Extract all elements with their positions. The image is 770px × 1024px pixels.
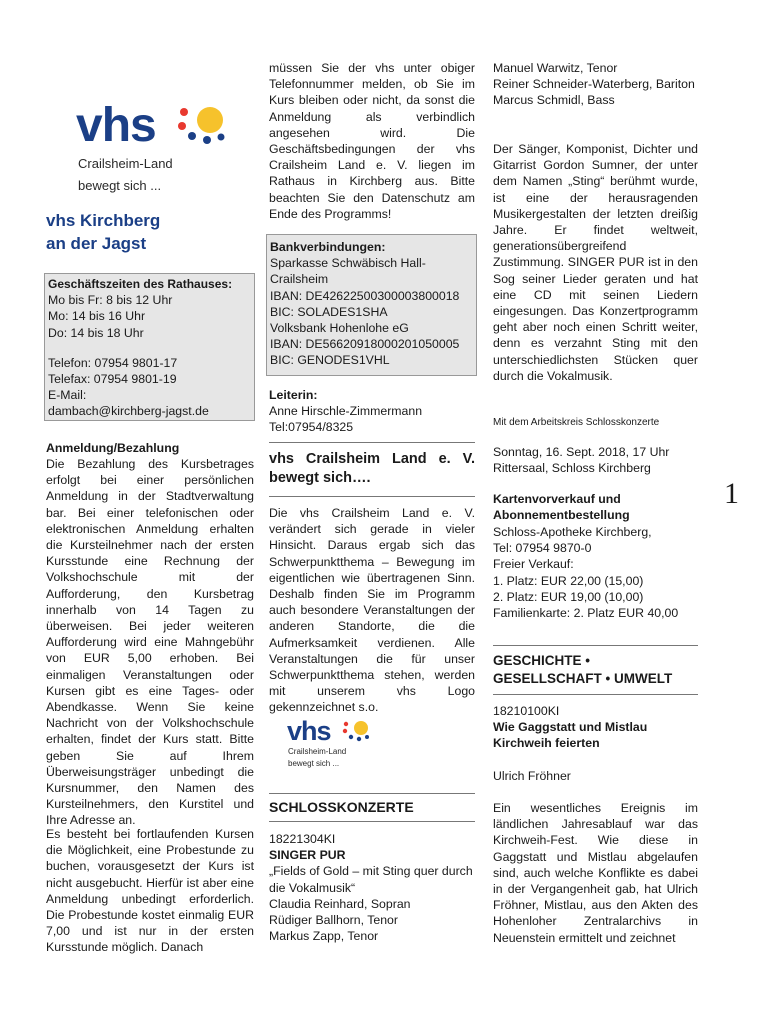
bank-line: IBAN: DE56620918000201050005 xyxy=(270,337,460,352)
course2-text: Ein wesentliches Ereignis im ländlichen Jahresablauf war das Kirchweih-Fest. Wie diese in Gaggstatt und Mistlau abgelaufen sind, auch welche Konflikte es dabei in der Vergangenheit gab, hat Ulrich Fröhner, Mistlau, aus den Akten des Hohenloher Zentralarchivs in Neuenstein ermittelt und zeichnet xyxy=(493,801,698,945)
logo-dots-icon xyxy=(341,718,371,744)
contact-fax: Telefax: 07954 9801-19 xyxy=(48,372,177,387)
schloss-title: SCHLOSSKONZERTE xyxy=(269,799,414,815)
vhs-logo xyxy=(76,98,256,198)
office-hours-box xyxy=(44,273,255,421)
karten-line: Tel: 07954 9870-0 xyxy=(493,541,592,556)
karten-line: Schloss-Apotheke Kirchberg, xyxy=(493,525,652,539)
anmeldung-heading: Anmeldung/Bezahlung xyxy=(46,441,180,455)
bank-line: BIC: SOLADES1SHA xyxy=(270,304,388,319)
karten-line: Freier Verkauf: xyxy=(493,557,574,572)
sting-text: Der Sänger, Komponist, Dichter und Gitarrist Gordon Sumner, der unter dem Namen „Sting“ berühmt wurde, ist eine der herausragenden Musikergestalten der letzten dreißig Jahre. Er findet weltweit, generationsübergreifend Zustimmung. SINGER PUR ist in den Sog seiner Lieder geraten und hat eine CD mit seinen Liedern eingesungen. Das Konzertprogramm geht aber noch einen Schritt weiter, denn es verzahnt Sting mit den unterschiedlichsten Stücken quer durch die Vokalmusik. xyxy=(493,142,698,383)
course2-name: Wie Gaggstatt und Mistlau Kirchweih feierten xyxy=(493,720,648,751)
office-hours-line: Mo: 14 bis 16 Uhr xyxy=(48,309,146,324)
anmeldung-text: Die Bezahlung des Kursbetrages erfolgt bei einer persönlichen Anmeldung in der Stadtverwaltung bar. Bei einer telefonischen oder elektronischen Anmeldung erhalten die Kursteilnehmer nach der ersten Kursstunde eine Rechnung der Volkshochschule mit der Aufforderung, den Kursbetrag innerhalb von 14 Tagen zu überweisen. Bei jeder weiteren Aufforderung wird eine Mahngebühr von EUR 5,00 erhoben. Bei einmaligen Veranstaltungen oder Kursen gibt es eine Tages- oder Abendkasse. Wenn Sie keine Nachricht von der Volkshochschule erhalten, findet der Kurs statt. Bitte geben Sie auf Ihrem Überweisungsträger unbedingt die Kursnummer, den Namen des Kursteilnehmers, den Kurstitel und Ihre Adresse an. xyxy=(46,457,254,828)
course-block xyxy=(269,831,475,944)
divider xyxy=(493,694,698,695)
page-number: 1 xyxy=(724,477,739,510)
course-line: Rüdiger Ballhorn, Tenor xyxy=(269,913,398,928)
contact-email-label: E-Mail: xyxy=(48,388,87,403)
divider xyxy=(493,645,698,646)
karten-heading: Kartenvorverkauf und Abonnementbestellung xyxy=(493,492,630,523)
bank-line: Volksbank Hohenlohe eG xyxy=(270,321,409,336)
karten-line: Familienkarte: 2. Platz EUR 40,00 xyxy=(493,606,679,621)
performers-block xyxy=(493,60,698,109)
course-number: 18221304KI xyxy=(269,832,336,846)
logo-line2: bewegt sich ... xyxy=(288,759,340,768)
bewegt-title: vhs Crailsheim Land e. V. bewegt sich…. xyxy=(269,451,475,486)
geschichte-title: GESCHICHTE • GESELLSCHAFT • UMWELT xyxy=(493,653,673,686)
logo-dots-icon xyxy=(174,102,230,148)
logo-line2: bewegt sich ... xyxy=(78,178,162,193)
office-hours-line: Mo bis Fr: 8 bis 12 Uhr xyxy=(48,293,173,308)
course-line: „Fields of Gold – mit Sting quer durch die Vokalmusik“ xyxy=(269,864,473,895)
course2-person: Ulrich Fröhner xyxy=(493,769,571,783)
office-hours-line: Do: 14 bis 18 Uhr xyxy=(48,325,144,340)
location-line: Rittersaal, Schloss Kirchberg xyxy=(493,461,651,476)
karten-line: 2. Platz: EUR 19,00 (10,00) xyxy=(493,589,644,604)
bank-heading: Bankverbindungen: xyxy=(270,240,386,254)
divider xyxy=(269,442,475,443)
contact-phone: Telefon: 07954 9801-17 xyxy=(48,355,178,370)
bewegt-text: Die vhs Crailsheim Land e. V. verändert sich gerade in vieler Hinsicht. Daraus ergab sich das Schwerpunktthema – Bewegung im eigentlichen wie übertragenen Sinn. Deshalb finden Sie im Programm auch besondere Veranstaltungen der anderen Standorte, die die Aufmerksamkeit verdienen. Alle Veranstaltungen die für unser Schwerpunktthema stehen, werden mit unserem vhs Logo gekennzeichnet s.o. xyxy=(269,506,475,715)
arbeitskreis-note: Mit dem Arbeitskreis Schlosskonzerte xyxy=(493,417,660,428)
logo-brand: vhs xyxy=(287,716,331,746)
date-line: Sonntag, 16. Sept. 2018, 17 Uhr xyxy=(493,445,670,459)
leiterin-heading: Leiterin: xyxy=(269,388,318,402)
divider xyxy=(269,821,475,822)
divider xyxy=(269,496,475,497)
intro-text: müssen Sie der vhs unter obiger Telefonnummer melden, ob Sie im Kurs bleiben oder nicht, da sonst die Anmeldung als verbindlich angesehen wird. Die Geschäftsbedingungen der vhs Crailsheim Land e. V. liegen im Rathaus in Kirchberg aus. Bitte beachten Sie den Datenschutz am Ende des Programms! xyxy=(269,61,475,221)
performer-line: Reiner Schneider-Waterberg, Bariton xyxy=(493,77,695,92)
karten-block xyxy=(493,524,678,621)
divider xyxy=(269,793,475,794)
probestunde-text: Es besteht bei fortlaufenden Kursen die Möglichkeit, eine Probestunde zu buchen, vorausgesetzt der Kurs ist nicht ausgebucht. Hierfür ist aber eine Anmeldung unbedingt erforderlich. Die Probestunde kostet einmalig EUR 7,00 und ist nur in der ersten Kursstunde möglich. Danach xyxy=(46,827,254,955)
logo-line1: Crailsheim-Land xyxy=(78,156,173,171)
course-line: Markus Zapp, Tenor xyxy=(269,929,379,944)
bank-line: Sparkasse Schwäbisch Hall- xyxy=(270,256,426,271)
bank-box xyxy=(266,234,477,376)
karten-line: 1. Platz: EUR 22,00 (15,00) xyxy=(493,573,644,588)
vhs-logo-small xyxy=(287,716,377,776)
logo-line1: Crailsheim-Land xyxy=(288,747,347,756)
performer-line: Marcus Schmidl, Bass xyxy=(493,93,615,108)
course-name: SINGER PUR xyxy=(269,848,346,863)
bank-line: BIC: GENODES1VHL xyxy=(270,353,390,368)
leiterin-block xyxy=(269,387,422,436)
bank-line: IBAN: DE42622500300003800018 xyxy=(270,288,460,303)
course2-block xyxy=(493,703,698,752)
section-title-line1: vhs Kirchberg xyxy=(46,211,161,230)
bank-line: Crailsheim xyxy=(270,272,329,287)
date-block xyxy=(493,444,669,476)
course-line: Claudia Reinhard, Sopran xyxy=(269,896,411,911)
leiterin-name: Anne Hirschle-Zimmermann xyxy=(269,404,423,419)
leiterin-phone: Tel:07954/8325 xyxy=(269,420,354,435)
course2-number: 18210100KI xyxy=(493,704,560,718)
office-hours-heading: Geschäftszeiten des Rathauses: xyxy=(48,277,233,291)
logo-brand: vhs xyxy=(76,99,156,152)
section-title-line2: an der Jagst xyxy=(46,234,147,253)
contact-email[interactable]: dambach@kirchberg-jagst.de xyxy=(48,404,209,419)
performer-line: Manuel Warwitz, Tenor xyxy=(493,61,618,75)
